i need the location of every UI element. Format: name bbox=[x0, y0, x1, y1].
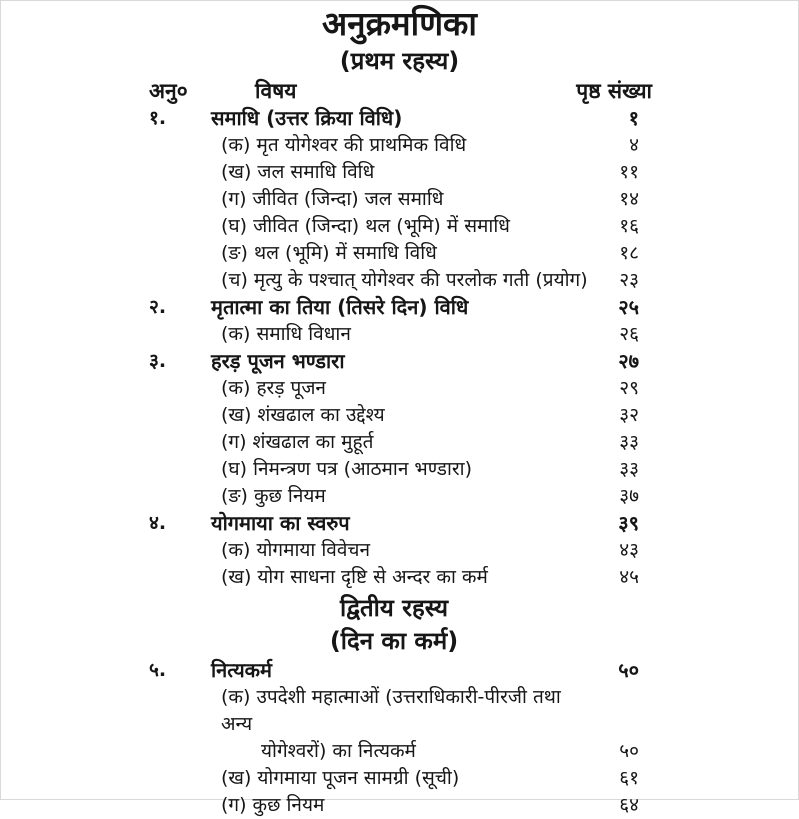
page-number: ३२ bbox=[619, 404, 639, 426]
entry-number bbox=[149, 483, 211, 510]
entry-title: (ग) जीवित (जिन्दा) जल समाधि bbox=[221, 188, 444, 210]
entry-number bbox=[149, 765, 211, 792]
entry-title: नित्यकर्म bbox=[211, 658, 272, 682]
toc-row bbox=[1, 132, 798, 159]
entry-number: ४. bbox=[149, 512, 167, 534]
toc-row bbox=[1, 792, 798, 819]
entry-number bbox=[149, 456, 211, 483]
entry-number bbox=[149, 537, 211, 564]
entry-title bbox=[211, 684, 597, 765]
section-heading bbox=[1, 591, 798, 624]
column-header-page: पृष्ठ संख्या bbox=[576, 79, 652, 103]
page-number: ३७ bbox=[619, 485, 639, 507]
toc-row bbox=[1, 456, 798, 483]
section-heading-label: (दिन का कर्म) bbox=[329, 627, 459, 655]
entry-number bbox=[149, 240, 211, 267]
entry-title: समाधि (उत्तर क्रिया विधि) bbox=[211, 106, 403, 130]
entry-title: (क) योगमाया विवेचन bbox=[221, 539, 371, 561]
entry-number bbox=[149, 213, 211, 240]
entry-number bbox=[149, 792, 211, 819]
page-number: १ bbox=[628, 106, 639, 130]
toc-row bbox=[1, 213, 798, 240]
page-subtitle: (प्रथम रहस्य) bbox=[339, 47, 460, 75]
entry-title: (क) समाधि विधान bbox=[221, 323, 351, 345]
entry-title: हरड़ पूजन भण्डारा bbox=[211, 349, 345, 373]
toc-row bbox=[1, 402, 798, 429]
page-number: २६ bbox=[619, 323, 639, 345]
toc-row bbox=[1, 510, 798, 537]
entry-title: मृतात्मा का तिया (तिसरे दिन) विधि bbox=[211, 295, 469, 319]
entry-number bbox=[149, 429, 211, 456]
entry-title: (ख) योगमाया पूजन सामग्री (सूची) bbox=[221, 767, 460, 789]
entry-number: ५. bbox=[149, 659, 167, 681]
entry-number bbox=[149, 267, 211, 294]
toc-list bbox=[1, 105, 798, 819]
page-number: ४ bbox=[629, 134, 639, 156]
entry-number: १. bbox=[149, 107, 167, 129]
entry-title: (च) मृत्यु के पश्चात् योगेश्वर की परलोक गती (प्रयोग) bbox=[221, 269, 588, 291]
toc-row bbox=[1, 657, 798, 684]
page-number: ११ bbox=[619, 161, 639, 183]
section-heading bbox=[1, 624, 798, 657]
entry-title: (ख) जल समाधि विधि bbox=[221, 161, 375, 183]
page-number: ६१ bbox=[619, 767, 639, 789]
toc-row bbox=[1, 348, 798, 375]
toc-row bbox=[1, 537, 798, 564]
column-header-number: अनु० bbox=[149, 79, 188, 103]
entry-number bbox=[149, 564, 211, 591]
page-number: २५ bbox=[618, 295, 639, 319]
entry-title-line1: (क) उपदेशी महात्माओं (उत्तराधिकारी-पीरजी तथा अन्य bbox=[221, 686, 561, 735]
toc-row bbox=[1, 105, 798, 132]
column-header-subject: विषय bbox=[255, 79, 297, 103]
toc-row bbox=[1, 294, 798, 321]
entry-title: (ग) कुछ नियम bbox=[221, 794, 325, 816]
entry-number bbox=[149, 375, 211, 402]
toc-row bbox=[1, 429, 798, 456]
entry-title: (ख) योग साधना दृष्टि से अन्दर का कर्म bbox=[221, 566, 488, 588]
entry-number: ३. bbox=[149, 350, 167, 372]
entry-title: (ग) शंखढाल का मुहूर्त bbox=[221, 431, 374, 453]
entry-title: (क) मृत योगेश्वर की प्राथमिक विधि bbox=[221, 134, 467, 156]
entry-title: (घ) जीवित (जिन्दा) थल (भूमि) में समाधि bbox=[221, 215, 510, 237]
section-heading-label: द्वितीय रहस्य bbox=[339, 594, 448, 622]
entry-title: (घ) निमन्त्रण पत्र (आठमान भण्डारा) bbox=[221, 458, 472, 480]
page-number: २७ bbox=[618, 349, 639, 373]
entry-title: (ङ) कुछ नियम bbox=[221, 485, 326, 507]
toc-row bbox=[1, 765, 798, 792]
entry-number bbox=[149, 132, 211, 159]
toc-column-header bbox=[1, 77, 798, 105]
entry-number bbox=[149, 684, 211, 765]
page-number: ३३ bbox=[619, 458, 639, 480]
entry-number bbox=[149, 402, 211, 429]
page-number: ४५ bbox=[619, 566, 639, 588]
entry-number bbox=[149, 159, 211, 186]
toc-row bbox=[1, 375, 798, 402]
page-number: १४ bbox=[619, 188, 639, 210]
toc-row bbox=[1, 159, 798, 186]
entry-title: (ख) शंखढाल का उद्देश्य bbox=[221, 404, 385, 426]
page-number: ५० bbox=[618, 658, 639, 682]
toc-row bbox=[1, 483, 798, 510]
page-number: ३९ bbox=[618, 511, 639, 535]
toc-row bbox=[1, 684, 798, 765]
page-number: ५० bbox=[619, 740, 639, 762]
page-number: ६४ bbox=[619, 794, 639, 816]
entry-title: योगमाया का स्वरुप bbox=[211, 511, 350, 535]
page-number: २३ bbox=[619, 269, 639, 291]
entry-title-line2: योगेश्वरों) का नित्यकर्म bbox=[261, 740, 416, 762]
page-number: १६ bbox=[619, 215, 639, 237]
toc-row bbox=[1, 186, 798, 213]
entry-number bbox=[149, 321, 211, 348]
page-number: ४३ bbox=[619, 539, 639, 561]
entry-title: (क) हरड़ पूजन bbox=[221, 377, 326, 399]
toc-row bbox=[1, 564, 798, 591]
page-number: १८ bbox=[619, 242, 639, 264]
page-number: २९ bbox=[619, 377, 639, 399]
toc-row bbox=[1, 321, 798, 348]
entry-number: २. bbox=[149, 296, 167, 318]
toc-row bbox=[1, 267, 798, 294]
page-title: अनुक्रमणिका bbox=[322, 4, 477, 43]
entry-number bbox=[149, 186, 211, 213]
entry-title: (ङ) थल (भूमि) में समाधि विधि bbox=[221, 242, 437, 264]
page-number: ३३ bbox=[619, 431, 639, 453]
toc-row bbox=[1, 240, 798, 267]
